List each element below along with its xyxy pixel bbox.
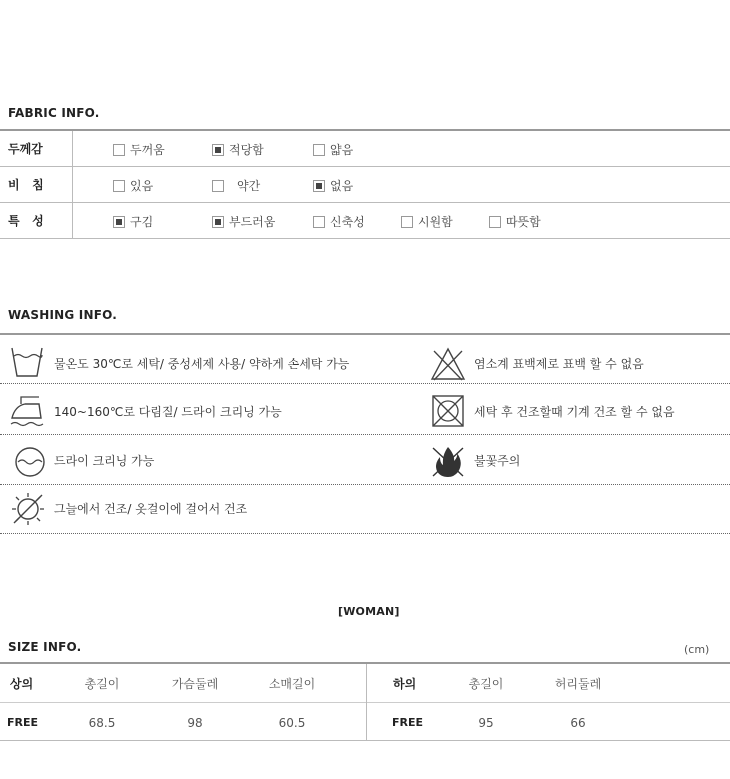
- fabric-option[interactable]: 시원함: [401, 215, 453, 229]
- fabric-row-label: 특 성: [0, 203, 73, 239]
- checkbox-icon[interactable]: [313, 144, 325, 156]
- checkbox-icon[interactable]: [113, 144, 125, 156]
- divider: [0, 533, 730, 534]
- size-value: 68.5: [88, 716, 116, 730]
- fabric-option[interactable]: 부드러움: [212, 215, 275, 229]
- shade-dry-icon: [10, 491, 46, 527]
- bottom-garment-label: 하의: [393, 677, 417, 691]
- fabric-row-characteristics: [0, 203, 730, 239]
- checkbox-checked-icon[interactable]: [313, 180, 325, 192]
- fabric-option[interactable]: 두꺼움: [113, 143, 165, 157]
- fabric-row-thickness: [0, 131, 730, 167]
- washing-text: 세탁 후 건조할때 기계 건조 할 수 없음: [474, 405, 675, 419]
- checkbox-icon[interactable]: [489, 216, 501, 228]
- washing-text: 물온도 30℃로 세탁/ 중성세제 사용/ 약하게 손세탁 가능: [54, 357, 350, 371]
- size-column-header: 소매길이: [268, 677, 316, 691]
- fabric-row-label: 비 침: [0, 167, 73, 203]
- size-bottom-rule: [0, 740, 730, 741]
- iron-icon: [9, 392, 45, 428]
- size-name: FREE: [392, 716, 424, 729]
- size-value: 66: [570, 716, 586, 730]
- washing-text: 염소계 표백제로 표백 할 수 없음: [474, 357, 644, 371]
- top-garment-label: 상의: [10, 677, 34, 691]
- gender-label: [WOMAN]: [338, 605, 400, 618]
- size-mid-rule: [0, 702, 730, 703]
- divider: [0, 383, 730, 384]
- checkbox-checked-icon[interactable]: [212, 216, 224, 228]
- checkbox-icon[interactable]: [401, 216, 413, 228]
- fabric-row-label: 두께감: [0, 131, 73, 167]
- fire-warning-icon: [430, 443, 466, 479]
- size-column-header: 총길이: [84, 677, 120, 691]
- fabric-option[interactable]: 적당함: [212, 143, 264, 157]
- size-top-rule: [0, 662, 730, 664]
- washing-text: 그늘에서 건조/ 옷걸이에 걸어서 건조: [54, 502, 248, 516]
- size-column-divider: [366, 664, 367, 740]
- size-value: 98: [187, 716, 203, 730]
- washing-info-title: WASHING INFO.: [8, 308, 118, 322]
- checkbox-checked-icon[interactable]: [113, 216, 125, 228]
- fabric-option[interactable]: 약간: [212, 179, 260, 193]
- fabric-info-title: FABRIC INFO.: [8, 106, 100, 120]
- size-column-header: 총길이: [468, 677, 504, 691]
- fabric-option[interactable]: 있음: [113, 179, 153, 193]
- washing-top-rule: [0, 333, 730, 335]
- unit-label: (cm): [684, 643, 710, 656]
- fabric-option[interactable]: 신축성: [313, 215, 365, 229]
- checkbox-checked-icon[interactable]: [212, 144, 224, 156]
- no-tumble-dry-icon: [430, 393, 466, 429]
- divider: [0, 434, 730, 435]
- wash-tub-icon: [9, 344, 45, 380]
- checkbox-icon[interactable]: [313, 216, 325, 228]
- dry-clean-icon: [12, 444, 48, 480]
- size-value: 95: [478, 716, 494, 730]
- checkbox-icon[interactable]: [212, 180, 224, 192]
- fabric-option[interactable]: 얇음: [313, 143, 353, 157]
- size-column-header: 허리둘레: [554, 677, 602, 691]
- fabric-option[interactable]: 구김: [113, 215, 153, 229]
- size-info-title: SIZE INFO.: [8, 640, 82, 654]
- size-value: 60.5: [278, 716, 306, 730]
- checkbox-icon[interactable]: [113, 180, 125, 192]
- size-column-header: 가슴둘레: [171, 677, 219, 691]
- fabric-option[interactable]: 없음: [313, 179, 353, 193]
- washing-text: 140~160℃로 다림질/ 드라이 크리닝 가능: [54, 405, 282, 419]
- no-bleach-icon: [430, 346, 466, 382]
- fabric-row-transparency: [0, 167, 730, 203]
- washing-text: 불꽃주의: [474, 454, 521, 468]
- divider: [0, 484, 730, 485]
- washing-text: 드라이 크리닝 가능: [54, 454, 155, 468]
- size-name: FREE: [7, 716, 39, 729]
- fabric-option[interactable]: 따뜻함: [489, 215, 541, 229]
